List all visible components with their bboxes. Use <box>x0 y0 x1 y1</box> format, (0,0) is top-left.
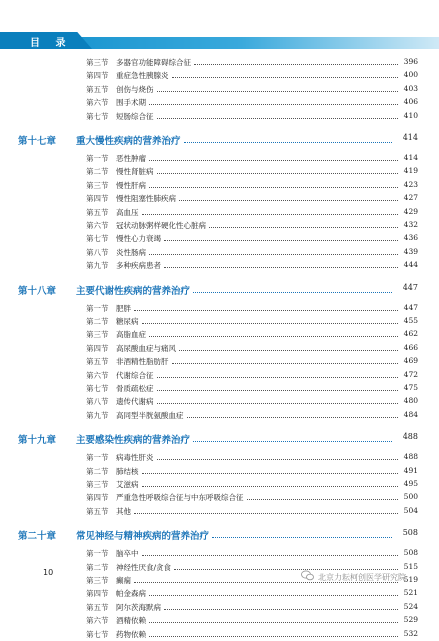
section-title: 糖尿病 <box>116 317 139 326</box>
section-label: 第三节 <box>86 576 109 585</box>
section-leader-dots <box>149 336 398 337</box>
section-title: 癫痫 <box>116 576 131 585</box>
toc-entry <box>86 180 418 192</box>
section-title: 帕金森病 <box>116 589 146 599</box>
chapter-page: 447 <box>402 282 418 292</box>
section-leader-dots <box>164 240 398 241</box>
section-label: 第七节 <box>86 234 109 244</box>
section-label: 第三节 <box>86 58 109 67</box>
section-page: 396 <box>403 57 418 66</box>
section-title: 慢性肾脏病 <box>116 167 154 177</box>
section-label: 第五节 <box>86 207 109 217</box>
section-title: 脑卒中 <box>116 549 139 559</box>
toc-entry <box>86 370 418 382</box>
section-page: 491 <box>403 465 418 475</box>
section-title: 慢性肝病 <box>116 180 146 190</box>
section-page: 419 <box>403 166 418 176</box>
section-title: 骨质疏松症 <box>116 384 154 393</box>
chapter-label: 第二十章 <box>18 531 57 543</box>
chapter-leader-dots <box>193 292 392 293</box>
section-label: 第六节 <box>86 370 109 380</box>
section-title: 重症急性胰腺炎 <box>116 71 169 81</box>
section-title: 慢性阻塞性肺疾病 <box>116 194 176 204</box>
toc-entry <box>86 166 418 178</box>
section-page: 472 <box>403 369 418 379</box>
section-title: 围手术期 <box>116 98 146 108</box>
section-label: 第三节 <box>86 180 109 190</box>
section-page: 406 <box>403 97 418 107</box>
toc-entry <box>86 356 418 368</box>
section-title: 慢性心力衰竭 <box>116 234 161 244</box>
section-leader-dots <box>164 267 398 268</box>
section-leader-dots <box>179 200 398 201</box>
toc-entry <box>86 492 418 504</box>
section-page: 414 <box>403 153 418 162</box>
section-page: 488 <box>403 452 418 462</box>
section-page: 484 <box>403 409 418 419</box>
section-leader-dots <box>187 417 398 418</box>
toc-entry <box>86 602 418 614</box>
section-leader-dots <box>149 104 398 105</box>
section-leader-dots <box>194 64 398 65</box>
header-title: 目 录 <box>30 38 72 49</box>
section-title: 酒精依赖 <box>116 616 146 626</box>
section-label: 第九节 <box>86 410 109 420</box>
section-leader-dots <box>149 622 398 623</box>
toc-entry <box>86 303 418 315</box>
section-label: 第四节 <box>86 194 109 204</box>
section-page: 469 <box>403 356 418 366</box>
section-leader-dots <box>172 77 398 78</box>
section-title: 多器官功能障碍综合征 <box>116 58 191 67</box>
section-leader-dots <box>142 555 398 556</box>
section-label: 第一节 <box>86 549 109 559</box>
section-label: 第八节 <box>86 397 109 407</box>
section-label: 第四节 <box>86 343 109 353</box>
section-label: 第六节 <box>86 221 109 230</box>
section-title: 多种疾病患者 <box>116 261 161 271</box>
section-page: 462 <box>403 329 418 339</box>
chapter-page: 488 <box>402 432 418 442</box>
toc-entry <box>86 329 418 341</box>
chapter-page: 414 <box>402 133 418 142</box>
section-title: 艾滋病 <box>116 480 139 489</box>
section-label: 第三节 <box>86 480 109 489</box>
chapter-leader-dots <box>212 537 392 538</box>
section-label: 第七节 <box>86 629 109 639</box>
toc-entry <box>86 629 418 641</box>
section-leader-dots <box>172 363 398 364</box>
section-leader-dots <box>209 227 398 228</box>
section-page: 439 <box>403 246 418 256</box>
section-title: 短肠综合征 <box>116 111 154 121</box>
section-title: 肥胖 <box>116 303 131 313</box>
section-label: 第一节 <box>86 303 109 313</box>
section-title: 高脂血症 <box>116 330 146 340</box>
toc-header <box>0 28 439 50</box>
section-page: 455 <box>403 316 418 325</box>
section-page: 495 <box>403 479 418 488</box>
section-page: 504 <box>403 505 418 515</box>
section-title: 炎性肠病 <box>116 247 146 257</box>
section-page: 508 <box>403 548 418 558</box>
section-page: 400 <box>403 70 418 80</box>
watermark-text: 北京力耘柯创医学研究院 <box>318 573 406 582</box>
section-page: 519 <box>403 575 418 584</box>
section-label: 第四节 <box>86 589 109 599</box>
section-page: 532 <box>403 628 418 638</box>
toc-entry <box>86 410 418 422</box>
section-page: 423 <box>403 179 418 189</box>
section-page: 466 <box>403 342 418 352</box>
section-page: 475 <box>403 383 418 392</box>
toc-entry <box>86 57 418 69</box>
toc-entry <box>86 466 418 478</box>
page-number: 10 <box>43 568 54 577</box>
section-leader-dots <box>142 473 398 474</box>
section-title: 严重急性呼吸综合征与中东呼吸综合征 <box>116 493 244 503</box>
toc-entry <box>86 70 418 82</box>
toc-entry <box>86 396 418 408</box>
section-title: 高血压 <box>116 207 139 217</box>
toc-entry <box>86 316 418 328</box>
toc-entry <box>86 84 418 96</box>
section-title: 神经性厌食/贪食 <box>116 562 172 572</box>
section-label: 第七节 <box>86 111 109 121</box>
section-leader-dots <box>149 187 398 188</box>
section-page: 429 <box>403 206 418 216</box>
section-label: 第六节 <box>86 98 109 108</box>
section-label: 第二节 <box>86 562 109 572</box>
section-leader-dots <box>174 569 398 570</box>
chapter-page: 508 <box>402 528 418 538</box>
section-title: 肺结核 <box>116 466 139 476</box>
toc-entry <box>86 506 418 518</box>
section-leader-dots <box>142 214 398 215</box>
section-page: 403 <box>403 83 418 93</box>
section-label: 第五节 <box>86 84 109 94</box>
section-label: 第二节 <box>86 466 109 476</box>
section-page: 436 <box>403 233 418 243</box>
section-leader-dots <box>149 160 398 161</box>
section-leader-dots <box>149 595 398 596</box>
section-leader-dots <box>142 486 398 487</box>
section-title: 非酒精性脂肪肝 <box>116 357 169 367</box>
section-leader-dots <box>149 254 398 255</box>
section-leader-dots <box>134 513 398 514</box>
chapter-leader-dots <box>184 142 392 143</box>
toc-entry <box>86 452 418 464</box>
section-leader-dots <box>179 350 398 351</box>
chapter-title: 重大慢性疾病的营养治疗 <box>76 136 181 147</box>
section-page: 432 <box>403 220 418 229</box>
section-leader-dots <box>157 403 398 404</box>
toc-entry <box>86 220 418 232</box>
section-label: 第九节 <box>86 261 109 271</box>
section-page: 529 <box>403 615 418 625</box>
section-title: 冠状动脉粥样硬化性心脏病 <box>116 221 206 230</box>
chapter-title: 常见神经与精神疾病的营养治疗 <box>76 531 210 543</box>
section-leader-dots <box>142 323 398 324</box>
section-leader-dots <box>247 499 398 500</box>
section-title: 遗传代谢病 <box>116 397 154 407</box>
toc-entry <box>86 260 418 272</box>
toc-entry <box>86 193 418 205</box>
chapter-heading <box>18 528 418 542</box>
section-leader-dots <box>157 118 398 119</box>
section-label: 第五节 <box>86 602 109 612</box>
toc-entry <box>86 111 418 123</box>
section-title: 阿尔茨海默病 <box>116 602 161 612</box>
chapter-label: 第十七章 <box>18 136 57 147</box>
section-leader-dots <box>157 91 398 92</box>
chapter-heading <box>18 432 418 446</box>
chapter-label: 第十九章 <box>18 435 57 447</box>
toc-entry <box>86 383 418 395</box>
section-title: 其他 <box>116 506 131 516</box>
section-page: 444 <box>403 260 418 270</box>
section-label: 第三节 <box>86 330 109 340</box>
chapter-heading <box>18 283 418 297</box>
section-title: 药物依赖 <box>116 629 146 639</box>
section-page: 427 <box>403 193 418 203</box>
toc-entry <box>86 615 418 627</box>
chapter-title: 主要代谢性疾病的营养治疗 <box>76 285 191 297</box>
section-page: 515 <box>403 561 418 571</box>
section-title: 创伤与烧伤 <box>116 84 154 94</box>
section-label: 第一节 <box>86 154 109 163</box>
toc-entry <box>86 97 418 109</box>
section-label: 第七节 <box>86 384 109 393</box>
section-title: 代谢综合征 <box>116 370 154 380</box>
section-label: 第八节 <box>86 247 109 257</box>
section-title: 恶性肿瘤 <box>116 154 146 163</box>
section-label: 第六节 <box>86 616 109 626</box>
toc-entry <box>86 548 418 560</box>
section-leader-dots <box>164 609 398 610</box>
section-title: 病毒性肝炎 <box>116 453 154 463</box>
section-label: 第四节 <box>86 71 109 81</box>
section-leader-dots <box>157 390 398 391</box>
toc-entry <box>86 343 418 355</box>
toc-entry <box>86 588 418 600</box>
toc-entry <box>86 207 418 219</box>
section-label: 第五节 <box>86 357 109 367</box>
section-label: 第二节 <box>86 317 109 326</box>
section-leader-dots <box>157 377 398 378</box>
section-label: 第五节 <box>86 506 109 516</box>
chapter-title: 主要感染性疾病的营养治疗 <box>76 435 191 447</box>
toc-entry <box>86 479 418 491</box>
wechat-icon <box>301 570 314 581</box>
section-title: 高同型半胱氨酸血症 <box>116 410 184 420</box>
section-title: 高尿酸血症与痛风 <box>116 343 176 353</box>
section-page: 521 <box>403 588 418 598</box>
toc-entry <box>86 233 418 245</box>
chapter-heading <box>18 133 418 147</box>
section-label: 第二节 <box>86 167 109 177</box>
toc-entry <box>86 153 418 165</box>
section-label: 第四节 <box>86 493 109 503</box>
chapter-label: 第十八章 <box>18 285 57 297</box>
section-page: 500 <box>403 492 418 502</box>
section-page: 410 <box>403 110 418 120</box>
section-page: 524 <box>403 601 418 611</box>
section-label: 第一节 <box>86 453 109 463</box>
section-leader-dots <box>149 636 398 637</box>
section-leader-dots <box>157 459 398 460</box>
section-leader-dots <box>157 173 398 174</box>
section-page: 480 <box>403 396 418 406</box>
chapter-leader-dots <box>193 441 392 442</box>
section-leader-dots <box>134 310 398 311</box>
toc-entry <box>86 247 418 259</box>
section-page: 447 <box>403 302 418 312</box>
